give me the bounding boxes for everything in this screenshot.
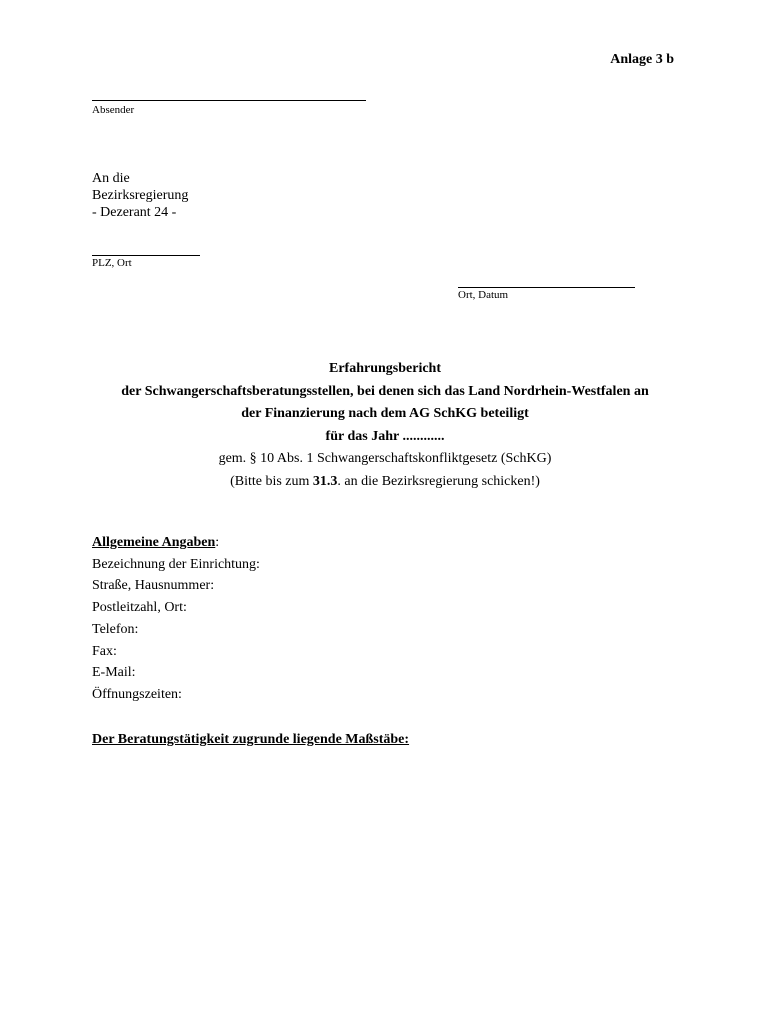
legal-basis-line: gem. § 10 Abs. 1 Schwangerschaftskonfliktgesetz (SchKG) (218, 451, 552, 466)
place-date-label: Ort, Datum (458, 289, 509, 301)
field-label-fax: Fax: (92, 643, 117, 659)
deadline-note (0, 471, 770, 494)
field-label-postal-city: Postleitzahl, Ort: (92, 600, 187, 616)
field-label-institution: Bezeichnung der Einrichtung: (92, 556, 260, 572)
deadline-prefix: (Bitte bis zum (230, 473, 313, 489)
recipient-address (92, 170, 188, 221)
report-title: Erfahrungsbericht (329, 361, 441, 376)
general-info-heading-row (92, 532, 260, 554)
criteria-heading: Der Beratungstätigkeit zugrunde liegende Maßstäbe: (92, 732, 410, 747)
postal-line (92, 255, 200, 256)
field-label-opening-hours: Öffnungszeiten: (92, 686, 182, 702)
recipient-line: - Dezerant 24 - (92, 205, 177, 220)
deadline-date: 31.3 (312, 473, 338, 489)
deadline-suffix: . an die Bezirksregierung schicken!) (337, 473, 540, 489)
report-subtitle-line: der Schwangerschaftsberatungsstellen, bei denen sich das Land Nordrhein-Westfalen an (121, 383, 649, 399)
recipient-line: Bezirksregierung (92, 188, 189, 203)
sender-line (92, 100, 366, 101)
general-info-section (92, 532, 260, 706)
report-title-block (0, 358, 770, 493)
field-label-phone: Telefon: (92, 621, 139, 637)
postal-label: PLZ, Ort (92, 257, 132, 269)
report-year-line: für das Jahr ............ (325, 428, 445, 444)
field-label-email: E-Mail: (92, 665, 136, 681)
recipient-line: An die (92, 171, 130, 186)
annex-label: Anlage 3 b (610, 52, 674, 67)
place-date-line (458, 287, 635, 288)
general-info-colon: : (215, 535, 220, 550)
general-info-heading: Allgemeine Angaben (92, 535, 216, 550)
field-label-street: Straße, Hausnummer: (92, 578, 215, 594)
report-subtitle-line: der Finanzierung nach dem AG SchKG beteiligt (241, 406, 529, 421)
sender-label: Absender (92, 104, 135, 116)
